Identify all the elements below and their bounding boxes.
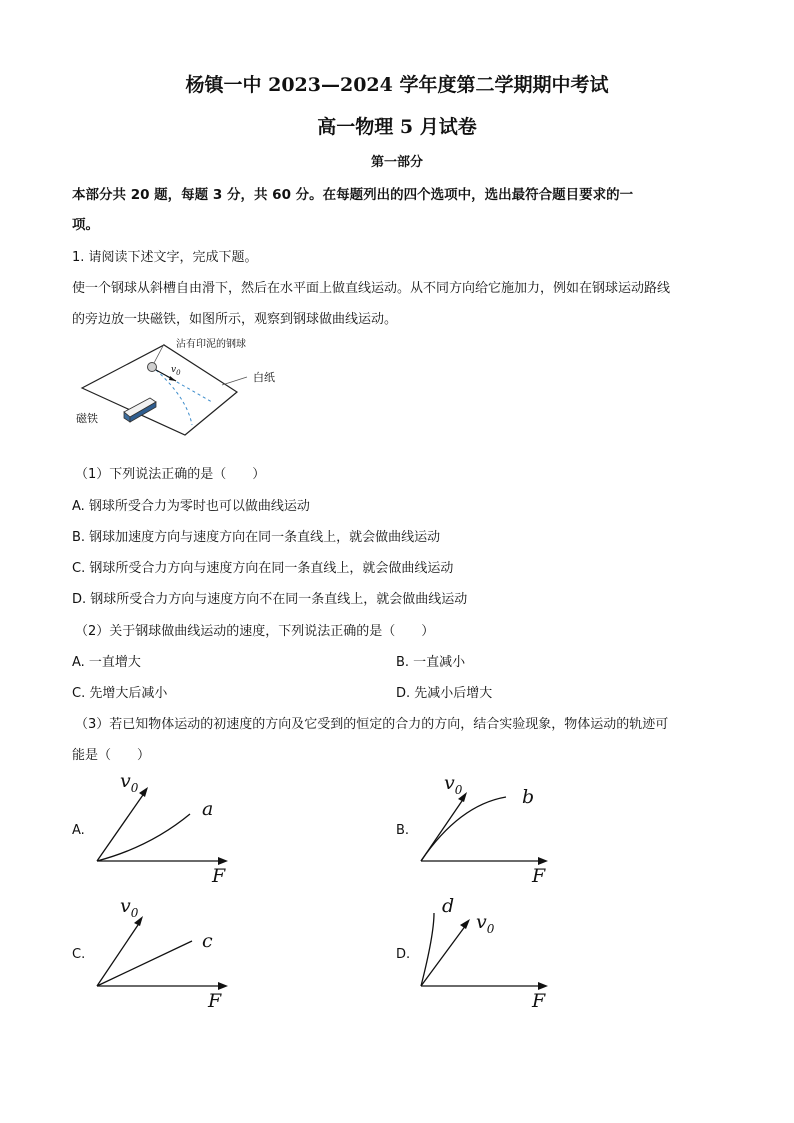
subquestion-2-option-b: B. 一直减小 [396,655,466,670]
trajectory-diagram-b [414,770,564,890]
paper-label: 白纸 [253,371,275,384]
trajectory-curve-d [421,913,434,986]
subquestion-1-option-d: D. 钢球所受合力方向与速度方向不在同一条直线上，就会做曲线运动 [72,592,468,607]
curve-label-d: d [442,895,455,917]
v0-label-b: $v_0$ [444,772,463,797]
experiment-figure [72,330,312,440]
instructions-line-1: 本部分共 20 题，每题 3 分，共 60 分。在每题列出的四个选项中，选出最符合题目要求的一 [72,187,634,203]
v0-label-a: $v_0$ [120,770,139,795]
subquestion-2-option-a: A. 一直增大 [72,655,141,670]
subquestion-3-stem-line-1: （3）若已知物体运动的初速度的方向及它受到的恒定的合力的方向，结合实验现象，物体运动的轨迹可 [75,717,669,732]
trajectory-diagram-c [90,895,240,1015]
curve-label-c: c [202,930,213,952]
trajectory-option-a-label: A. [72,823,85,838]
magnet-label: 磁铁 [76,412,98,425]
curve-label-a: a [202,798,214,820]
trajectory-diagram-a [90,770,240,890]
v0-label-d: $v_0$ [476,911,495,936]
subquestion-2-option-c: C. 先增大后减小 [72,686,168,701]
steel-ball [148,363,157,372]
subquestion-3-stem-line-2: 能是（ ） [72,748,151,763]
v0-label-c: $v_0$ [120,895,139,920]
trajectory-option-c-label: C. [72,947,86,962]
curve-label-b: b [522,786,535,808]
trajectory-option-d-label: D. [396,947,411,962]
paper-sheet [82,345,237,435]
instructions-line-2: 项。 [72,217,99,233]
exam-subtitle: 高一物理 5 月试卷 [317,116,477,138]
force-label-b: F [532,865,546,887]
trajectory-line-c [97,941,192,986]
subquestion-1-option-b: B. 钢球加速度方向与速度方向在同一条直线上，就会做曲线运动 [72,530,441,545]
force-label-d: F [532,990,546,1012]
figure-v0-label: $v_0$ [171,365,181,377]
question-1-paragraph-line-1: 使一个钢球从斜槽自由滑下，然后在水平面上做直线运动。从不同方向给它施加力，例如在钢球运动路线 [72,281,671,296]
subquestion-1-stem: （1）下列说法正确的是（ ） [75,467,266,482]
trajectory-curve-b [421,797,506,861]
subquestion-1-option-a: A. 钢球所受合力为零时也可以做曲线运动 [72,499,310,514]
force-label-a: F [212,865,226,887]
force-label-c: F [208,990,222,1012]
exam-title: 杨镇一中 2023—2024 学年度第二学期期中考试 [185,74,609,96]
question-1-paragraph-line-2: 的旁边放一块磁铁，如图所示，观察到钢球做曲线运动。 [72,312,398,327]
subquestion-2-option-d: D. 先减小后增大 [396,686,493,701]
question-1-intro: 1. 请阅读下述文字，完成下题。 [72,250,258,265]
trajectory-option-b-label: B. [396,823,410,838]
trajectory-diagram-d [414,895,564,1015]
ball-label: 沾有印泥的钢球 [176,339,246,350]
part-heading: 第一部分 [370,155,423,170]
trajectory-curve-a [97,814,190,861]
subquestion-2-stem: （2）关于钢球做曲线运动的速度，下列说法正确的是（ ） [75,624,435,639]
subquestion-1-option-c: C. 钢球所受合力方向与速度方向在同一条直线上，就会做曲线运动 [72,561,454,576]
